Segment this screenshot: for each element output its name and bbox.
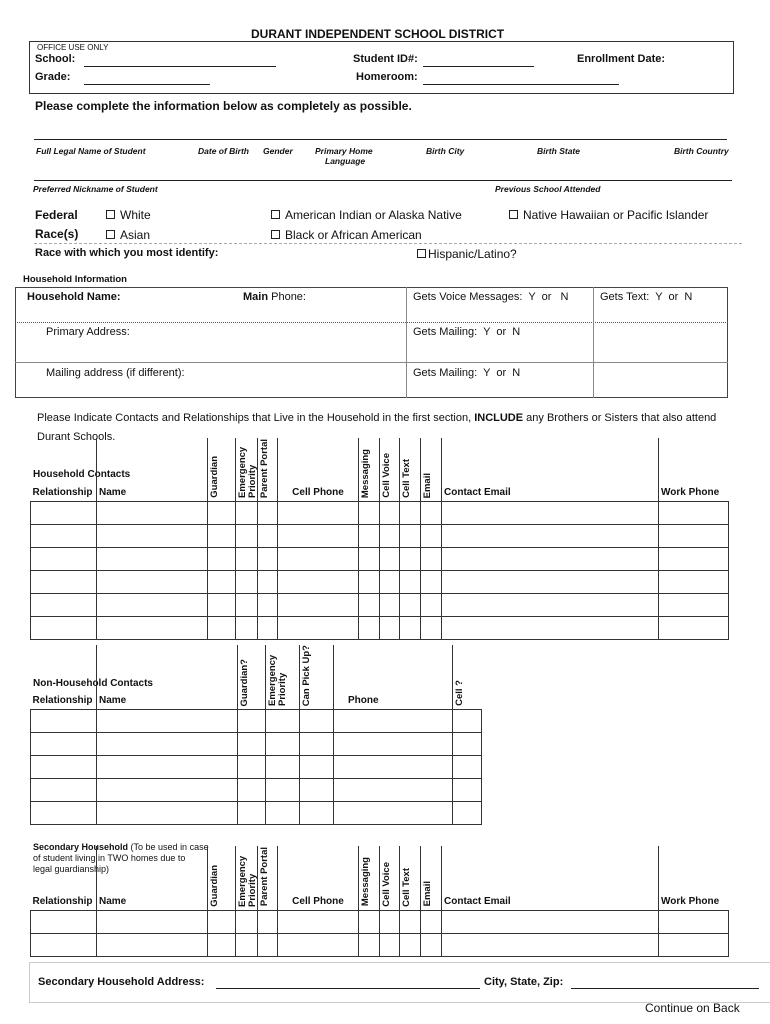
american-indian-checkbox[interactable] (271, 210, 280, 219)
table-row[interactable] (31, 779, 482, 802)
sh-col-guardian: Guardian (209, 864, 220, 907)
hc-col-relationship: Relationship (32, 487, 93, 498)
secondary-household-table (30, 846, 729, 957)
main-phone-label (243, 291, 306, 303)
household-col-line-2 (593, 287, 594, 398)
race-identify-label: Race with which you most identify: (35, 247, 219, 259)
gets-text-label: Gets Text: Y or N (600, 291, 693, 303)
gender-label: Gender (263, 146, 293, 156)
hc-col-email: Email (422, 472, 433, 498)
instructions: Please complete the information below as completely as possible. (35, 99, 412, 113)
secondary-title-rest-3: legal guardianship) (33, 864, 110, 874)
sh-col-cell-voice: Cell Voice (381, 861, 392, 907)
table-row[interactable] (31, 594, 729, 617)
black-checkbox[interactable] (271, 230, 280, 239)
grade-label: Grade: (35, 71, 71, 83)
household-divider-2 (15, 362, 728, 363)
mailing-address-label: Mailing address (if different): (46, 367, 185, 379)
secondary-title-rest-1: (To be used in case (128, 842, 209, 852)
household-section-label: Household Information (23, 274, 127, 285)
homeroom-label: Homeroom: (356, 71, 418, 83)
sh-col-name: Name (99, 895, 127, 907)
hc-col-emergency: Emergency Priority (237, 446, 258, 498)
table-row[interactable] (31, 710, 482, 733)
sh-col-work-phone: Work Phone (661, 895, 720, 907)
hispanic-checkbox[interactable] (417, 249, 426, 258)
student-id-field[interactable] (423, 66, 534, 67)
main-bold: Main (243, 291, 269, 303)
school-field[interactable] (84, 66, 276, 67)
hawaiian-label: Native Hawaiian or Pacific Islander (523, 208, 709, 222)
hc-col-guardian: Guardian (209, 456, 220, 498)
voice-messages-label: Gets Voice Messages: Y or N (413, 291, 569, 303)
birth-city-label: Birth City (426, 146, 465, 156)
sh-col-portal: Parent Portal (259, 847, 270, 907)
household-box (15, 287, 728, 398)
table-row[interactable] (31, 548, 729, 571)
household-contacts-title: Household Contacts (33, 469, 131, 480)
secondary-address-field[interactable] (216, 988, 480, 989)
household-contacts-table (30, 438, 729, 640)
phone-word: Phone: (268, 291, 306, 303)
sh-col-contact-email: Contact Email (444, 895, 511, 907)
nh-col-pick-up: Can Pick Up? (301, 645, 312, 707)
nh-col-relationship: Relationship (32, 695, 93, 707)
race-label-2: Race(s) (35, 227, 79, 241)
mailing-yn-2: Gets Mailing: Y or N (413, 367, 521, 379)
language-label-2: Language (325, 156, 366, 166)
white-checkbox[interactable] (106, 210, 115, 219)
race-asian-option[interactable] (106, 228, 150, 242)
sh-col-emergency: Emergency Priority (237, 855, 258, 907)
sh-col-cell-text: Cell Text (401, 867, 412, 907)
nh-col-name: Name (99, 695, 127, 707)
household-divider-1 (15, 322, 728, 323)
mailing-yn-1: Gets Mailing: Y or N (413, 326, 521, 338)
language-label-1: Primary Home (315, 146, 373, 156)
asian-checkbox[interactable] (106, 230, 115, 239)
non-household-table (30, 645, 482, 825)
nh-col-cell: Cell ? (454, 680, 465, 707)
nickname-line[interactable] (34, 180, 732, 181)
table-row[interactable] (31, 802, 482, 825)
office-use-label: OFFICE USE ONLY (37, 43, 109, 52)
sh-col-relationship: Relationship (32, 895, 93, 907)
instructions-part2: any Brothers or Sisters that also attend Durant Schools. (37, 412, 717, 443)
hc-col-cell-phone: Cell Phone (292, 487, 344, 498)
school-label: School: (35, 53, 76, 65)
office-use-box (29, 41, 734, 94)
non-household-title: Non-Household Contacts (33, 678, 153, 689)
asian-label: Asian (120, 228, 151, 242)
sh-col-messaging: Messaging (360, 857, 371, 907)
continue-on-back: Continue on Back (645, 1001, 740, 1015)
table-row[interactable] (31, 933, 729, 956)
student-info-line[interactable] (34, 139, 727, 140)
race-hawaiian-option[interactable] (509, 208, 708, 222)
secondary-address-label: Secondary Household Address: (38, 976, 205, 988)
city-state-zip-label: City, State, Zip: (484, 976, 564, 988)
instructions-part1: Please Indicate Contacts and Relationships that Live in the Household in the first section, (37, 412, 475, 424)
race-black-option[interactable] (271, 228, 422, 242)
table-row[interactable] (31, 910, 729, 933)
hc-col-portal: Parent Portal (259, 438, 270, 498)
hc-col-messaging: Messaging (360, 448, 371, 498)
table-row[interactable] (31, 733, 482, 756)
city-state-zip-field[interactable] (571, 988, 759, 989)
instructions-include: INCLUDE (474, 412, 524, 424)
birth-country-label: Birth Country (674, 146, 729, 156)
previous-school-label: Previous School Attended (495, 184, 601, 194)
household-name-label: Household Name: (27, 291, 121, 303)
sh-col-email: Email (422, 881, 433, 907)
nh-col-emergency: Emergency Priority (267, 655, 288, 707)
legal-name-label: Full Legal Name of Student (36, 146, 146, 156)
homeroom-field[interactable] (423, 84, 619, 85)
hc-col-cell-voice: Cell Voice (381, 453, 392, 498)
hc-col-cell-text: Cell Text (401, 459, 412, 498)
hispanic-label: Hispanic/Latino? (428, 247, 517, 261)
hawaiian-checkbox[interactable] (509, 210, 518, 219)
race-divider (34, 243, 742, 244)
household-col-line-1 (406, 287, 407, 398)
hc-col-work-phone: Work Phone (661, 487, 720, 498)
hc-col-contact-email: Contact Email (444, 487, 511, 498)
grade-field[interactable] (84, 84, 210, 85)
primary-address-label: Primary Address: (46, 326, 130, 338)
table-row[interactable] (31, 571, 729, 594)
black-label: Black or African American (285, 228, 422, 242)
race-white-option[interactable] (106, 208, 151, 222)
student-id-label: Student ID#: (353, 53, 418, 65)
table-row[interactable] (31, 525, 729, 548)
white-label: White (120, 208, 151, 222)
enrollment-date-label: Enrollment Date: (577, 53, 666, 65)
secondary-title-rest-2: of student living in TWO homes due to (33, 853, 186, 863)
dob-label: Date of Birth (198, 146, 249, 156)
race-american-indian-option[interactable] (271, 208, 462, 222)
race-label-1: Federal (35, 208, 78, 222)
table-row[interactable] (31, 756, 482, 779)
birth-state-label: Birth State (537, 146, 580, 156)
table-row[interactable] (31, 617, 729, 640)
hispanic-option[interactable] (417, 247, 517, 261)
hc-col-name: Name (99, 487, 127, 498)
district-title: DURANT INDEPENDENT SCHOOL DISTRICT (251, 27, 505, 41)
american-indian-label: American Indian or Alaska Native (285, 208, 462, 222)
nh-col-phone: Phone (348, 695, 379, 707)
table-row[interactable] (31, 502, 729, 525)
nh-col-guardian: Guardian? (239, 658, 250, 707)
secondary-title-bold: Secondary Household (33, 842, 129, 852)
nickname-label: Preferred Nickname of Student (33, 184, 158, 194)
sh-col-cell-phone: Cell Phone (292, 895, 344, 907)
